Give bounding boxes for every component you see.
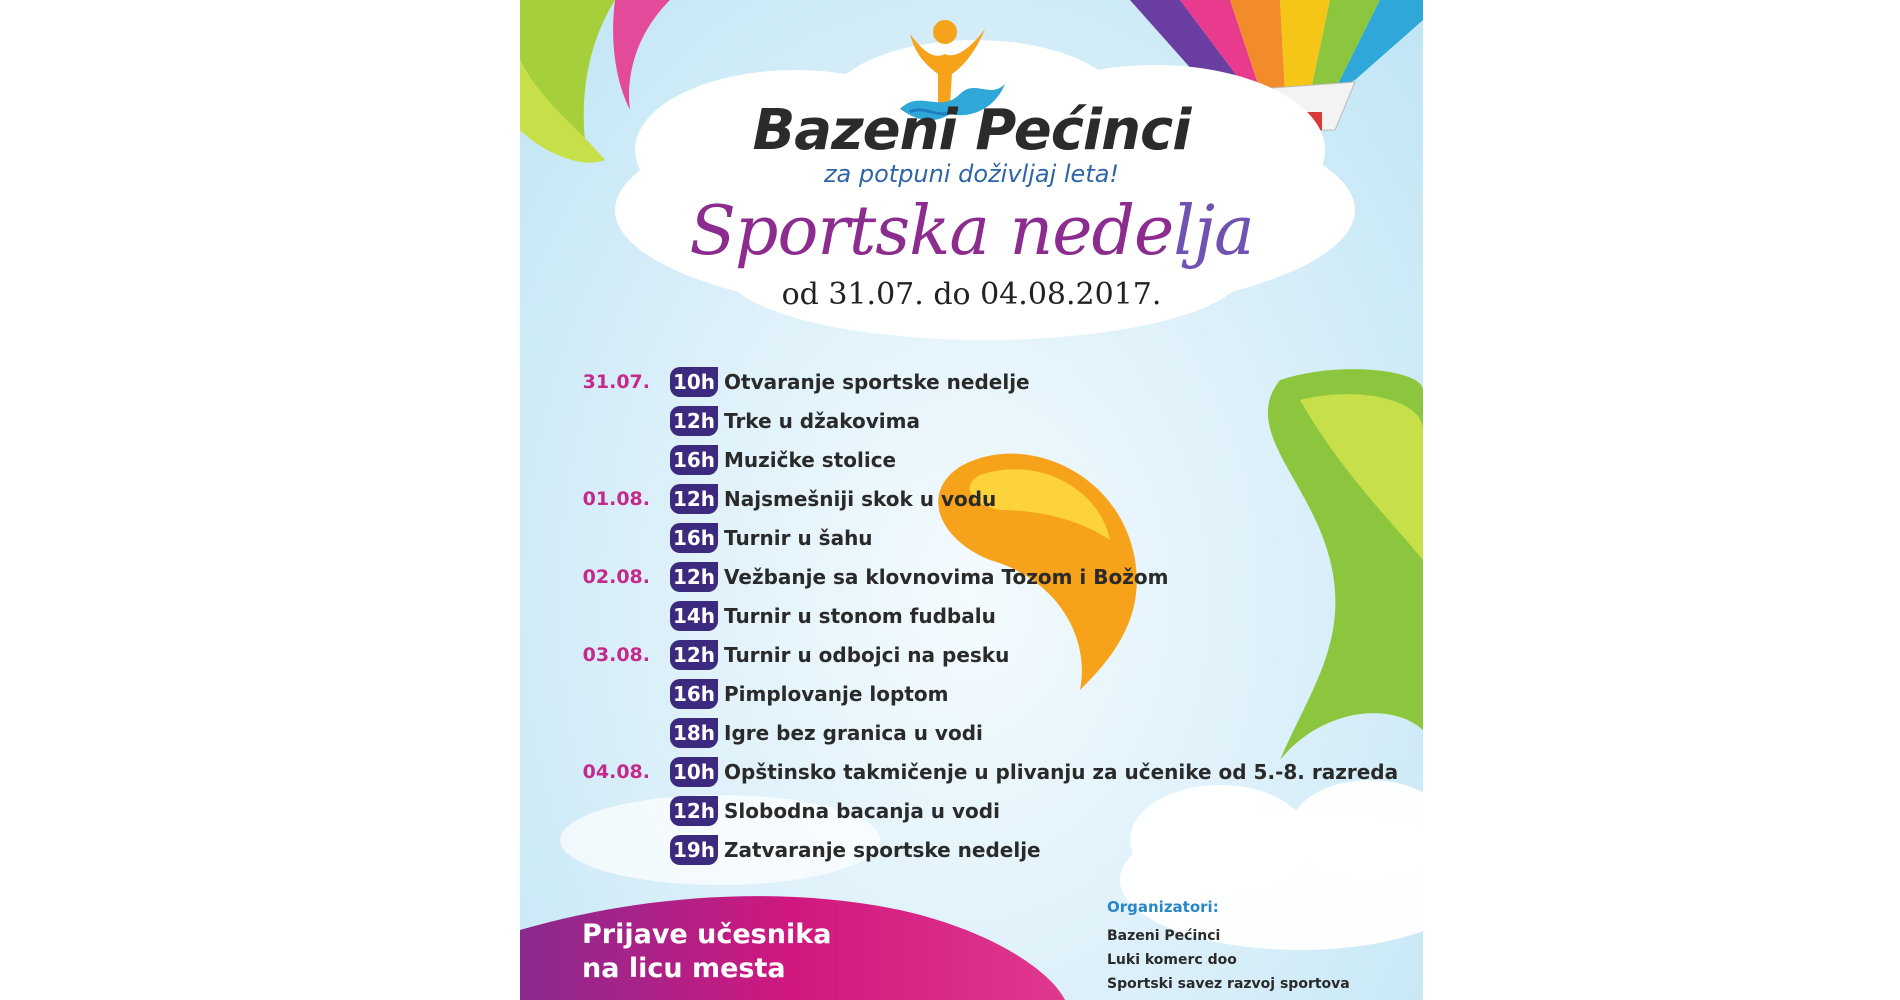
schedule-row [550, 444, 1420, 476]
time-badge: 16h [670, 679, 718, 709]
schedule-row [550, 561, 1420, 593]
event-date-range: od 31.07. do 04.08.2017. [781, 277, 1162, 312]
schedule-row [550, 366, 1420, 398]
activity-label: Muzičke stolice [724, 448, 897, 472]
brand-title: Bazeni Pećinci [752, 98, 1191, 163]
time-badge: 10h [670, 367, 718, 397]
activity-label: Turnir u odbojci na pesku [724, 643, 1010, 667]
time-badge: 12h [670, 796, 718, 826]
organizers-title: Organizatori: [1107, 898, 1219, 916]
organizer-item: Bazeni Pećinci [1107, 928, 1221, 944]
activity-label: Vežbanje sa klovnovima Tozom i Božom [724, 565, 1169, 589]
activity-label: Turnir u stonom fudbalu [724, 604, 996, 628]
schedule-day: 31.07. [582, 371, 650, 393]
registration-note [582, 918, 831, 986]
time-badge: 12h [670, 406, 718, 436]
activity-label: Trke u džakovima [724, 409, 920, 433]
event-title [520, 192, 1423, 271]
schedule-row [550, 405, 1420, 437]
activity-label: Pimplovanje loptom [724, 682, 949, 706]
schedule-day: 03.08. [582, 644, 650, 666]
schedule-row [550, 639, 1420, 671]
schedule-day: 02.08. [582, 566, 650, 588]
organizer-item: Luki komerc doo [1107, 952, 1237, 968]
schedule-row [550, 678, 1420, 710]
time-badge: 14h [670, 601, 718, 631]
activity-label: Zatvaranje sportske nedelje [724, 838, 1041, 862]
schedule-day: 04.08. [582, 761, 650, 783]
activity-label: Otvaranje sportske nedelje [724, 370, 1030, 394]
schedule-row [550, 795, 1420, 827]
schedule-row [550, 717, 1420, 749]
time-badge: 12h [670, 484, 718, 514]
event-title-part1: Sportska nede [689, 192, 1174, 271]
time-badge: 18h [670, 718, 718, 748]
time-badge: 10h [670, 757, 718, 787]
time-badge: 12h [670, 640, 718, 670]
activity-label: Slobodna bacanja u vodi [724, 799, 1000, 823]
schedule-row [550, 483, 1420, 515]
time-badge: 19h [670, 835, 718, 865]
schedule-row [550, 522, 1420, 554]
activity-label: Igre bez granica u vodi [724, 721, 983, 745]
activity-label: Turnir u šahu [724, 526, 873, 550]
time-badge: 16h [670, 523, 718, 553]
event-poster [520, 0, 1423, 1000]
organizers-block [1107, 898, 1350, 996]
time-badge: 12h [670, 562, 718, 592]
time-badge: 16h [670, 445, 718, 475]
schedule-row [550, 756, 1420, 788]
schedule-row [550, 600, 1420, 632]
registration-line2: na licu mesta [582, 953, 786, 984]
schedule-day: 01.08. [582, 488, 650, 510]
registration-line1: Prijave učesnika [582, 919, 832, 950]
activity-label: Opštinsko takmičenje u plivanju za učenike od 5.-8. razreda [724, 760, 1399, 784]
schedule-row [550, 834, 1420, 866]
organizer-item: Sportski savez razvoj sportova [1107, 976, 1350, 992]
event-title-part2: lja [1173, 192, 1254, 271]
brand-tagline: za potpuni doživljaj leta! [823, 160, 1120, 188]
activity-label: Najsmešniji skok u vodu [724, 487, 997, 511]
